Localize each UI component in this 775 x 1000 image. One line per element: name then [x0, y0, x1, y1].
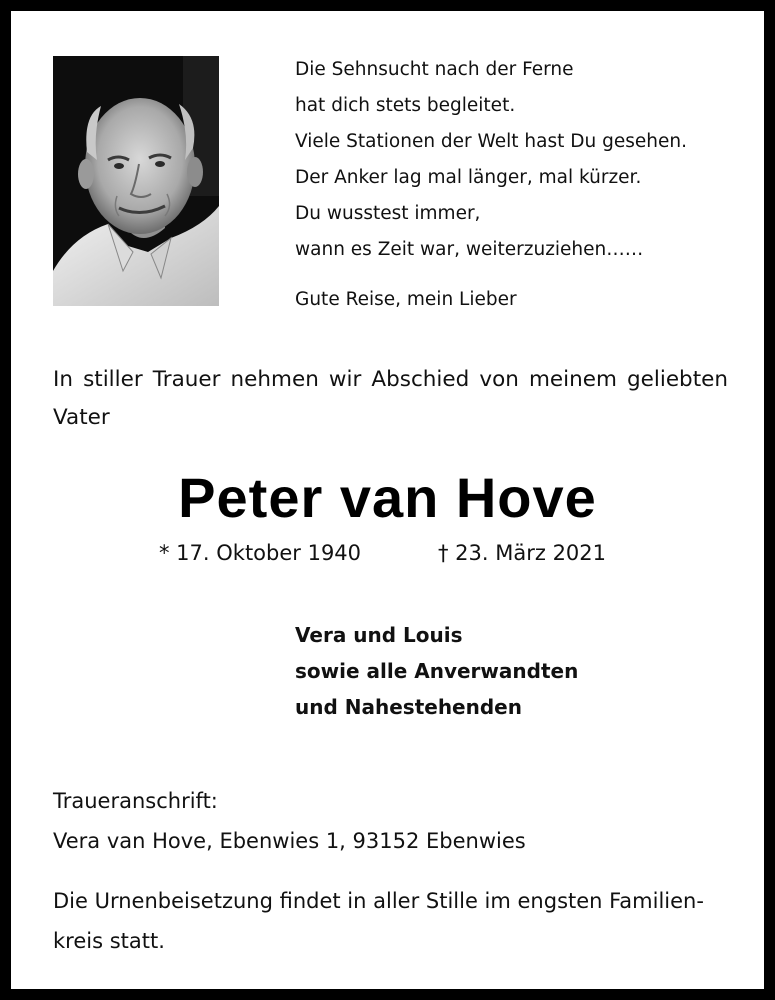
mourner-line: und Nahestehenden — [295, 695, 522, 719]
mourners — [295, 617, 578, 725]
death-date: † 23. März 2021 — [438, 541, 607, 565]
poem-line: hat dich stets begleitet. — [295, 95, 516, 116]
poem-line: wann es Zeit war, weiterzuziehen…… — [295, 239, 644, 260]
poem-line: Der Anker lag mal länger, mal kürzer. — [295, 167, 642, 188]
poem-line: Die Sehnsucht nach der Ferne — [295, 59, 574, 80]
mourning-address — [53, 781, 526, 861]
deceased-name: Peter van Hove — [178, 466, 597, 529]
poem — [295, 52, 687, 318]
intro-text: In stiller Trauer nehmen wir Abschied von meinem geliebten Vater — [53, 367, 728, 430]
obituary-card — [11, 11, 764, 989]
poem-line: Du wusstest immer, — [295, 203, 481, 224]
poem-closing: Gute Reise, mein Lieber — [295, 289, 517, 310]
portrait-photo — [53, 56, 219, 306]
birth-date: * 17. Oktober 1940 — [159, 541, 362, 565]
notice-line: Die Urnenbeisetzung findet in aller Stille im engsten Familien- — [53, 889, 704, 913]
poem-line: Viele Stationen der Welt hast Du gesehen. — [295, 131, 687, 152]
notice-line: kreis statt. — [53, 929, 165, 953]
mourner-line: Vera und Louis — [295, 623, 463, 647]
burial-notice — [53, 881, 704, 961]
mourner-line: sowie alle Anverwandten — [295, 659, 579, 683]
address-value: Vera van Hove, Ebenwies 1, 93152 Ebenwies — [53, 829, 526, 853]
address-label: Traueranschrift: — [53, 789, 218, 813]
